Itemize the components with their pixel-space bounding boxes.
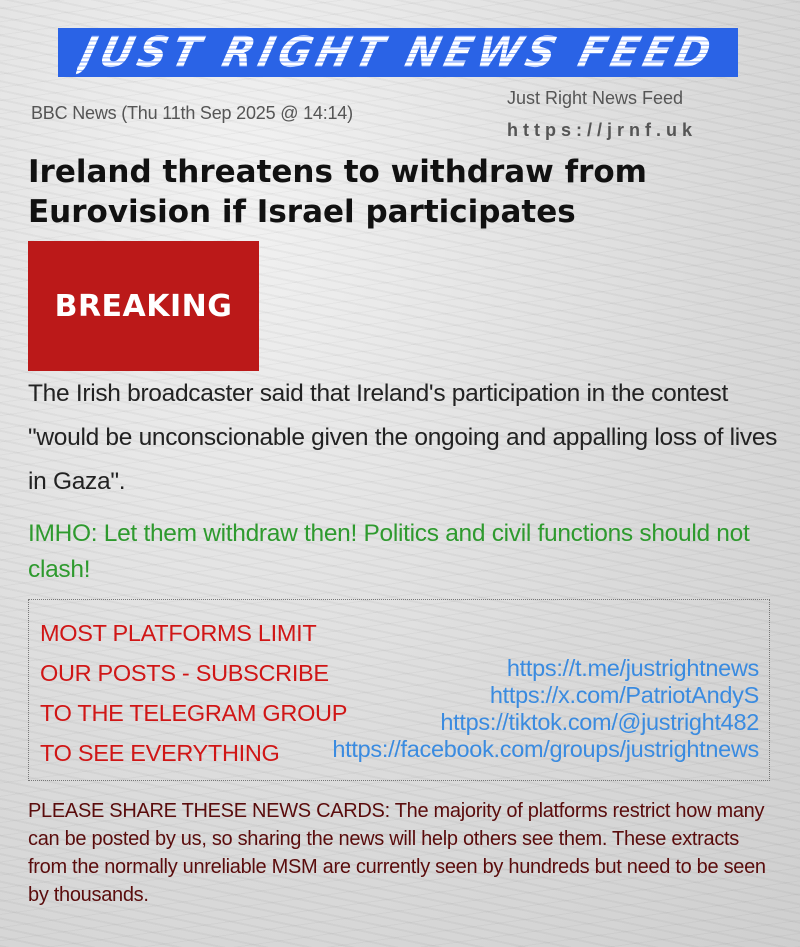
opinion-text: IMHO: Let them withdraw then! Politics and civil functions should not clash! [28, 520, 750, 583]
social-links [332, 655, 759, 763]
breaking-image [28, 241, 259, 371]
site-banner [58, 28, 738, 77]
subscribe-line: TO THE TELEGRAM GROUP [40, 700, 348, 726]
breaking-image-text: BREAKING [54, 288, 233, 324]
subscribe-line: TO SEE EVERYTHING [40, 740, 280, 766]
article-summary: The Irish broadcaster said that Ireland's participation in the contest "would be unconscionable given the ongoing and appalling loss of lives in Gaza". [28, 380, 778, 495]
subscribe-box [28, 599, 770, 781]
subscribe-message [40, 613, 347, 773]
brand-name: Just Right News Feed [507, 88, 684, 108]
facebook-link[interactable]: https://facebook.com/groups/justrightnews [332, 736, 759, 762]
brand-url[interactable]: https://jrnf.uk [507, 120, 697, 140]
subscribe-line: MOST PLATFORMS LIMIT [40, 620, 317, 646]
x-link[interactable]: https://x.com/PatriotAndyS [489, 682, 759, 708]
share-note: PLEASE SHARE THESE NEWS CARDS: The majority of platforms restrict how many can be posted by us, so sharing the news will help others see them. These extracts from the normally unreliable MSM are currently seen by hundreds but need to be seen by thousands. [28, 800, 766, 906]
telegram-link[interactable]: https://t.me/justrightnews [506, 655, 759, 681]
banner-title: JUST RIGHT NEWS FEED [75, 28, 721, 77]
subscribe-line: OUR POSTS - SUBSCRIBE [40, 660, 329, 686]
headline: Ireland threatens to withdraw from Eurovision if Israel participates [28, 154, 647, 230]
source-label: BBC News (Thu 11th Sep 2025 @ 14:14) [31, 103, 353, 123]
tiktok-link[interactable]: https://tiktok.com/@justright482 [440, 709, 759, 735]
